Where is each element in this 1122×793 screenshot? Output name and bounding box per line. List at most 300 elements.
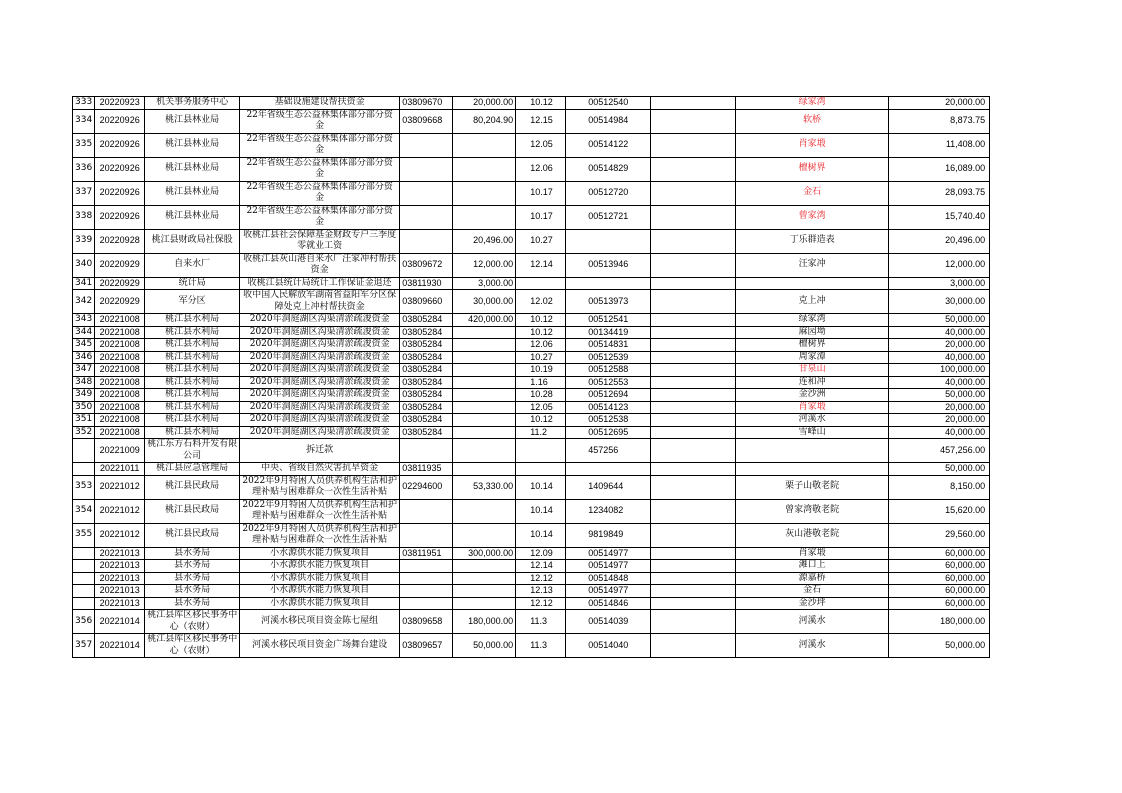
disbursed-amount: 28,093.75 bbox=[889, 181, 990, 205]
received-amount bbox=[453, 439, 516, 463]
payer-department: 桃江县水利局 bbox=[145, 376, 240, 389]
fund-description: 2020年洞庭湖区沟渠清淤疏浚资金 bbox=[240, 351, 400, 364]
received-amount bbox=[453, 351, 516, 364]
disbursed-amount: 15,740.40 bbox=[889, 205, 990, 229]
voucher-date: 20221008 bbox=[95, 401, 145, 414]
voucher-code: 00514122 bbox=[566, 133, 651, 157]
payer-department: 桃江县林业局 bbox=[145, 205, 240, 229]
received-amount bbox=[453, 560, 516, 573]
row-number: 341 bbox=[73, 277, 95, 290]
remark-cell bbox=[651, 597, 736, 610]
remark-cell bbox=[651, 376, 736, 389]
recipient-name: 金沙坪 bbox=[736, 597, 889, 610]
remark-cell bbox=[651, 610, 736, 634]
received-amount bbox=[453, 499, 516, 523]
account-number: 03805284 bbox=[400, 426, 453, 439]
remark-cell bbox=[651, 523, 736, 547]
disbursement-date: 12.14 bbox=[516, 560, 566, 573]
recipient-name: 金石 bbox=[736, 585, 889, 598]
disbursed-amount: 20,496.00 bbox=[889, 229, 990, 253]
payer-department: 军分区 bbox=[145, 290, 240, 314]
account-number bbox=[400, 560, 453, 573]
recipient-name: 檀树界 bbox=[736, 339, 889, 352]
voucher-date: 20220926 bbox=[95, 157, 145, 181]
recipient-name: 栗子山敬老院 bbox=[736, 475, 889, 499]
row-number: 353 bbox=[73, 475, 95, 499]
disbursed-amount: 457,256.00 bbox=[889, 439, 990, 463]
row-number: 354 bbox=[73, 499, 95, 523]
fund-description: 小水源供水能力恢复项目 bbox=[240, 585, 400, 598]
remark-cell bbox=[651, 401, 736, 414]
disbursement-date bbox=[516, 463, 566, 476]
account-number: 03811951 bbox=[400, 547, 453, 560]
voucher-date: 20221013 bbox=[95, 597, 145, 610]
payer-department: 机关事务服务中心 bbox=[145, 97, 240, 110]
row-number: 335 bbox=[73, 133, 95, 157]
voucher-date: 20220926 bbox=[95, 181, 145, 205]
voucher-date: 20221011 bbox=[95, 463, 145, 476]
remark-cell bbox=[651, 364, 736, 377]
account-number: 03805284 bbox=[400, 351, 453, 364]
disbursed-amount: 15,620.00 bbox=[889, 499, 990, 523]
fund-description: 2020年洞庭湖区沟渠清淤疏浚资金 bbox=[240, 364, 400, 377]
voucher-date: 20221008 bbox=[95, 314, 145, 327]
table-row bbox=[73, 376, 990, 389]
received-amount bbox=[453, 585, 516, 598]
received-amount: 300,000.00 bbox=[453, 547, 516, 560]
remark-cell bbox=[651, 253, 736, 277]
disbursed-amount: 100,000.00 bbox=[889, 364, 990, 377]
received-amount bbox=[453, 389, 516, 402]
disbursed-amount: 20,000.00 bbox=[889, 401, 990, 414]
voucher-code: 00514984 bbox=[566, 109, 651, 133]
table-row bbox=[73, 205, 990, 229]
account-number: 03805284 bbox=[400, 414, 453, 427]
received-amount: 53,330.00 bbox=[453, 475, 516, 499]
payer-department: 县水务局 bbox=[145, 585, 240, 598]
received-amount bbox=[453, 597, 516, 610]
received-amount bbox=[453, 205, 516, 229]
disbursed-amount: 29,560.00 bbox=[889, 523, 990, 547]
payer-department: 桃江县水利局 bbox=[145, 364, 240, 377]
remark-cell bbox=[651, 389, 736, 402]
remark-cell bbox=[651, 634, 736, 658]
account-number: 03811930 bbox=[400, 277, 453, 290]
disbursed-amount: 40,000.00 bbox=[889, 326, 990, 339]
voucher-code: 00512540 bbox=[566, 97, 651, 110]
row-number: 337 bbox=[73, 181, 95, 205]
received-amount: 3,000.00 bbox=[453, 277, 516, 290]
fund-description: 2022年9月特困人员供养机构生活和护理补贴与困难群众一次性生活补贴 bbox=[240, 499, 400, 523]
voucher-date: 20220928 bbox=[95, 229, 145, 253]
row-number bbox=[73, 439, 95, 463]
fund-description: 2020年洞庭湖区沟渠清淤疏浚资金 bbox=[240, 426, 400, 439]
remark-cell bbox=[651, 560, 736, 573]
table-row bbox=[73, 463, 990, 476]
fund-description: 2022年9月特困人员供养机构生活和护理补贴与困难群众一次性生活补贴 bbox=[240, 523, 400, 547]
disbursed-amount: 40,000.00 bbox=[889, 426, 990, 439]
recipient-name: 雪峰山 bbox=[736, 426, 889, 439]
recipient-name: 克上冲 bbox=[736, 290, 889, 314]
account-number bbox=[400, 439, 453, 463]
row-number: 349 bbox=[73, 389, 95, 402]
voucher-date: 20221008 bbox=[95, 426, 145, 439]
voucher-code: 00514040 bbox=[566, 634, 651, 658]
recipient-name: 绿家湾 bbox=[736, 97, 889, 110]
account-number: 03809670 bbox=[400, 97, 453, 110]
remark-cell bbox=[651, 572, 736, 585]
account-number: 03809672 bbox=[400, 253, 453, 277]
payer-department: 桃江县水利局 bbox=[145, 314, 240, 327]
row-number: 350 bbox=[73, 401, 95, 414]
payer-department: 统计局 bbox=[145, 277, 240, 290]
voucher-code: 00514829 bbox=[566, 157, 651, 181]
voucher-code: 9819849 bbox=[566, 523, 651, 547]
payer-department: 桃江县水利局 bbox=[145, 326, 240, 339]
recipient-name: 河溪水 bbox=[736, 610, 889, 634]
voucher-date: 20221008 bbox=[95, 364, 145, 377]
remark-cell bbox=[651, 314, 736, 327]
row-number: 336 bbox=[73, 157, 95, 181]
table-row bbox=[73, 560, 990, 573]
remark-cell bbox=[651, 157, 736, 181]
table-row bbox=[73, 414, 990, 427]
voucher-date: 20221008 bbox=[95, 351, 145, 364]
voucher-code: 00512541 bbox=[566, 314, 651, 327]
voucher-code bbox=[566, 277, 651, 290]
voucher-code: 00514848 bbox=[566, 572, 651, 585]
disbursement-date: 12.09 bbox=[516, 547, 566, 560]
received-amount: 180,000.00 bbox=[453, 610, 516, 634]
voucher-code bbox=[566, 463, 651, 476]
recipient-name: 源嘉桥 bbox=[736, 572, 889, 585]
remark-cell bbox=[651, 133, 736, 157]
row-number: 346 bbox=[73, 351, 95, 364]
disbursement-date: 11.3 bbox=[516, 610, 566, 634]
received-amount bbox=[453, 326, 516, 339]
received-amount: 50,000.00 bbox=[453, 634, 516, 658]
voucher-date: 20221012 bbox=[95, 475, 145, 499]
table-row bbox=[73, 253, 990, 277]
recipient-name: 麻园坳 bbox=[736, 326, 889, 339]
payer-department: 桃江东方石料开发有限公司 bbox=[145, 439, 240, 463]
disbursement-date: 12.15 bbox=[516, 109, 566, 133]
received-amount: 20,496.00 bbox=[453, 229, 516, 253]
disbursement-date: 10.14 bbox=[516, 475, 566, 499]
account-number bbox=[400, 157, 453, 181]
account-number bbox=[400, 499, 453, 523]
table-row bbox=[73, 351, 990, 364]
payer-department: 桃江县民政局 bbox=[145, 523, 240, 547]
ledger-table bbox=[72, 96, 990, 658]
voucher-date: 20221009 bbox=[95, 439, 145, 463]
fund-description: 2020年洞庭湖区沟渠清淤疏浚资金 bbox=[240, 326, 400, 339]
row-number: 342 bbox=[73, 290, 95, 314]
voucher-date: 20220926 bbox=[95, 205, 145, 229]
fund-description: 小水源供水能力恢复项目 bbox=[240, 572, 400, 585]
account-number: 03805284 bbox=[400, 326, 453, 339]
voucher-code: 00514123 bbox=[566, 401, 651, 414]
account-number bbox=[400, 597, 453, 610]
voucher-code: 00514831 bbox=[566, 339, 651, 352]
received-amount bbox=[453, 157, 516, 181]
disbursement-date: 1.16 bbox=[516, 376, 566, 389]
payer-department: 县水务局 bbox=[145, 572, 240, 585]
table-row bbox=[73, 547, 990, 560]
remark-cell bbox=[651, 97, 736, 110]
disbursed-amount: 60,000.00 bbox=[889, 572, 990, 585]
fund-description: 河溪水移民项目资金广场舞台建设 bbox=[240, 634, 400, 658]
disbursement-date: 10.27 bbox=[516, 351, 566, 364]
recipient-name: 曾家湾 bbox=[736, 205, 889, 229]
voucher-code: 00512539 bbox=[566, 351, 651, 364]
remark-cell bbox=[651, 499, 736, 523]
recipient-name: 丁乐群造表 bbox=[736, 229, 889, 253]
account-number bbox=[400, 133, 453, 157]
payer-department: 桃江县水利局 bbox=[145, 339, 240, 352]
fund-description: 收桃江县社会保障基金财政专户三季度零就业工资 bbox=[240, 229, 400, 253]
disbursement-date: 10.17 bbox=[516, 181, 566, 205]
voucher-date: 20220926 bbox=[95, 109, 145, 133]
row-number: 347 bbox=[73, 364, 95, 377]
remark-cell bbox=[651, 439, 736, 463]
disbursed-amount: 12,000.00 bbox=[889, 253, 990, 277]
disbursement-date: 11.3 bbox=[516, 634, 566, 658]
fund-description: 收中国人民解放军湖南省益阳军分区保障处克上冲村帮扶资金 bbox=[240, 290, 400, 314]
row-number: 340 bbox=[73, 253, 95, 277]
row-number bbox=[73, 560, 95, 573]
received-amount: 80,204.90 bbox=[453, 109, 516, 133]
disbursed-amount: 60,000.00 bbox=[889, 560, 990, 573]
fund-description: 2020年洞庭湖区沟渠清淤疏浚资金 bbox=[240, 376, 400, 389]
row-number: 356 bbox=[73, 610, 95, 634]
account-number: 03805284 bbox=[400, 376, 453, 389]
table-row bbox=[73, 157, 990, 181]
disbursed-amount: 60,000.00 bbox=[889, 585, 990, 598]
disbursement-date: 10.19 bbox=[516, 364, 566, 377]
disbursed-amount: 20,000.00 bbox=[889, 339, 990, 352]
received-amount bbox=[453, 414, 516, 427]
remark-cell bbox=[651, 351, 736, 364]
received-amount bbox=[453, 181, 516, 205]
recipient-name: 金石 bbox=[736, 181, 889, 205]
fund-description: 2022年9月特困人员供养机构生活和护理补贴与困难群众一次性生活补贴 bbox=[240, 475, 400, 499]
ledger-body bbox=[73, 97, 990, 658]
voucher-code: 00512588 bbox=[566, 364, 651, 377]
disbursed-amount: 40,000.00 bbox=[889, 351, 990, 364]
table-row bbox=[73, 326, 990, 339]
account-number bbox=[400, 585, 453, 598]
payer-department: 县水务局 bbox=[145, 560, 240, 573]
received-amount bbox=[453, 339, 516, 352]
payer-department: 桃江县林业局 bbox=[145, 181, 240, 205]
account-number: 03805284 bbox=[400, 401, 453, 414]
disbursement-date: 10.27 bbox=[516, 229, 566, 253]
fund-description: 中央、省级自然灾害抗旱资金 bbox=[240, 463, 400, 476]
voucher-code: 00514977 bbox=[566, 585, 651, 598]
table-row bbox=[73, 277, 990, 290]
table-row bbox=[73, 290, 990, 314]
disbursed-amount: 50,000.00 bbox=[889, 634, 990, 658]
row-number: 334 bbox=[73, 109, 95, 133]
payer-department: 桃江县林业局 bbox=[145, 109, 240, 133]
remark-cell bbox=[651, 205, 736, 229]
disbursement-date: 12.06 bbox=[516, 157, 566, 181]
remark-cell bbox=[651, 547, 736, 560]
account-number: 03805284 bbox=[400, 314, 453, 327]
recipient-name: 滩口上 bbox=[736, 560, 889, 573]
payer-department: 桃江县水利局 bbox=[145, 351, 240, 364]
fund-description: 基础设施建设帮扶资金 bbox=[240, 97, 400, 110]
voucher-code: 00514977 bbox=[566, 547, 651, 560]
row-number bbox=[73, 585, 95, 598]
voucher-code: 00512553 bbox=[566, 376, 651, 389]
remark-cell bbox=[651, 229, 736, 253]
disbursed-amount: 50,000.00 bbox=[889, 314, 990, 327]
account-number: 02294600 bbox=[400, 475, 453, 499]
received-amount bbox=[453, 426, 516, 439]
voucher-date: 20221008 bbox=[95, 389, 145, 402]
account-number: 03811935 bbox=[400, 463, 453, 476]
received-amount: 12,000.00 bbox=[453, 253, 516, 277]
recipient-name: 肖家塅 bbox=[736, 547, 889, 560]
disbursed-amount: 8,873.75 bbox=[889, 109, 990, 133]
fund-description: 22年省级生态公益林集体部分部分资金 bbox=[240, 133, 400, 157]
voucher-code: 00512720 bbox=[566, 181, 651, 205]
disbursement-date: 12.06 bbox=[516, 339, 566, 352]
fund-description: 小水源供水能力恢复项目 bbox=[240, 547, 400, 560]
row-number: 345 bbox=[73, 339, 95, 352]
payer-department: 桃江县民政局 bbox=[145, 499, 240, 523]
voucher-date: 20221014 bbox=[95, 610, 145, 634]
voucher-date: 20221013 bbox=[95, 560, 145, 573]
recipient-name: 肖家塅 bbox=[736, 133, 889, 157]
payer-department: 桃江县水利局 bbox=[145, 401, 240, 414]
row-number bbox=[73, 547, 95, 560]
account-number: 03809658 bbox=[400, 610, 453, 634]
disbursement-date: 12.02 bbox=[516, 290, 566, 314]
voucher-code: 00513946 bbox=[566, 253, 651, 277]
account-number: 03805284 bbox=[400, 389, 453, 402]
account-number bbox=[400, 205, 453, 229]
received-amount bbox=[453, 572, 516, 585]
fund-description: 2020年洞庭湖区沟渠清淤疏浚资金 bbox=[240, 389, 400, 402]
disbursed-amount: 20,000.00 bbox=[889, 414, 990, 427]
account-number: 03805284 bbox=[400, 364, 453, 377]
recipient-name bbox=[736, 439, 889, 463]
voucher-date: 20221008 bbox=[95, 414, 145, 427]
fund-description: 小水源供水能力恢复项目 bbox=[240, 560, 400, 573]
voucher-code: 00512721 bbox=[566, 205, 651, 229]
disbursement-date: 12.14 bbox=[516, 253, 566, 277]
voucher-date: 20220929 bbox=[95, 253, 145, 277]
fund-description: 河溪水移民项目资金陈七屋组 bbox=[240, 610, 400, 634]
payer-department: 桃江县水利局 bbox=[145, 414, 240, 427]
fund-description: 2020年洞庭湖区沟渠清淤疏浚资金 bbox=[240, 414, 400, 427]
recipient-name bbox=[736, 277, 889, 290]
row-number: 352 bbox=[73, 426, 95, 439]
disbursement-date: 12.12 bbox=[516, 597, 566, 610]
table-row bbox=[73, 181, 990, 205]
table-row bbox=[73, 523, 990, 547]
table-row bbox=[73, 572, 990, 585]
recipient-name: 甘泉山 bbox=[736, 364, 889, 377]
remark-cell bbox=[651, 475, 736, 499]
account-number bbox=[400, 523, 453, 547]
remark-cell bbox=[651, 326, 736, 339]
fund-description: 收桃江县灰山港自来水厂汪家冲村帮扶资金 bbox=[240, 253, 400, 277]
voucher-date: 20221013 bbox=[95, 585, 145, 598]
voucher-date: 20221012 bbox=[95, 523, 145, 547]
fund-description: 2020年洞庭湖区沟渠清淤疏浚资金 bbox=[240, 314, 400, 327]
disbursed-amount: 8,150.00 bbox=[889, 475, 990, 499]
voucher-date: 20220923 bbox=[95, 97, 145, 110]
table-row bbox=[73, 401, 990, 414]
voucher-code: 00513973 bbox=[566, 290, 651, 314]
disbursement-date: 10.12 bbox=[516, 326, 566, 339]
voucher-code: 1234082 bbox=[566, 499, 651, 523]
voucher-code: 00512538 bbox=[566, 414, 651, 427]
received-amount: 20,000.00 bbox=[453, 97, 516, 110]
received-amount: 30,000.00 bbox=[453, 290, 516, 314]
received-amount bbox=[453, 376, 516, 389]
row-number: 348 bbox=[73, 376, 95, 389]
voucher-code bbox=[566, 229, 651, 253]
remark-cell bbox=[651, 290, 736, 314]
account-number: 03809660 bbox=[400, 290, 453, 314]
row-number: 333 bbox=[73, 97, 95, 110]
disbursement-date: 12.12 bbox=[516, 572, 566, 585]
voucher-date: 20220926 bbox=[95, 133, 145, 157]
disbursement-date: 10.12 bbox=[516, 97, 566, 110]
row-number: 339 bbox=[73, 229, 95, 253]
account-number: 03809657 bbox=[400, 634, 453, 658]
recipient-name: 河溪水 bbox=[736, 414, 889, 427]
voucher-date: 20221014 bbox=[95, 634, 145, 658]
voucher-code: 00512695 bbox=[566, 426, 651, 439]
table-row bbox=[73, 475, 990, 499]
disbursed-amount: 180,000.00 bbox=[889, 610, 990, 634]
table-row bbox=[73, 364, 990, 377]
payer-department: 桃江县民政局 bbox=[145, 475, 240, 499]
disbursement-date: 12.05 bbox=[516, 133, 566, 157]
voucher-code: 00514039 bbox=[566, 610, 651, 634]
recipient-name: 软桥 bbox=[736, 109, 889, 133]
table-row bbox=[73, 389, 990, 402]
payer-department: 桃江县水利局 bbox=[145, 389, 240, 402]
voucher-date: 20221008 bbox=[95, 339, 145, 352]
remark-cell bbox=[651, 181, 736, 205]
fund-description: 22年省级生态公益林集体部分部分资金 bbox=[240, 181, 400, 205]
fund-description: 小水源供水能力恢复项目 bbox=[240, 597, 400, 610]
received-amount bbox=[453, 463, 516, 476]
voucher-date: 20221008 bbox=[95, 376, 145, 389]
recipient-name: 檀树界 bbox=[736, 157, 889, 181]
disbursement-date: 12.13 bbox=[516, 585, 566, 598]
remark-cell bbox=[651, 109, 736, 133]
voucher-date: 20221012 bbox=[95, 499, 145, 523]
received-amount: 420,000.00 bbox=[453, 314, 516, 327]
fund-description: 22年省级生态公益林集体部分部分资金 bbox=[240, 205, 400, 229]
disbursed-amount: 30,000.00 bbox=[889, 290, 990, 314]
account-number bbox=[400, 181, 453, 205]
account-number bbox=[400, 229, 453, 253]
fund-description: 拆迁款 bbox=[240, 439, 400, 463]
payer-department: 县水务局 bbox=[145, 597, 240, 610]
voucher-code: 00514977 bbox=[566, 560, 651, 573]
row-number: 344 bbox=[73, 326, 95, 339]
recipient-name: 绿家湾 bbox=[736, 314, 889, 327]
